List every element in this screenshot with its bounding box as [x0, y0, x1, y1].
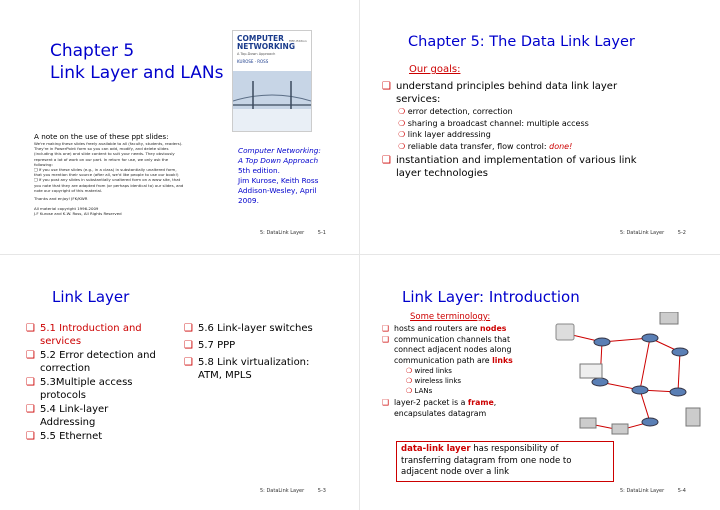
note-line: following: — [34, 161, 53, 167]
router-icon — [632, 386, 648, 394]
book-cover-image — [232, 30, 312, 132]
goal-sub-list — [398, 106, 672, 152]
term-item-links — [382, 335, 542, 367]
slide1-title-line1: Chapter 5 — [50, 41, 135, 61]
toc-item-text: 5.6 Link-layer switches — [198, 323, 313, 334]
term-text: hosts and routers are — [394, 324, 480, 333]
goal-sub-item — [398, 141, 672, 153]
note-line: note our copyright of this material. — [34, 187, 103, 193]
circle-bullet-icon: ❍ — [398, 141, 406, 151]
footer-label: 5: DataLink Layer — [260, 230, 305, 236]
toc-column-1 — [26, 322, 174, 443]
book-cover-edition: Fifth Edition — [289, 39, 307, 43]
goal-sub-item — [398, 106, 672, 118]
slide-3 — [6, 262, 354, 505]
toc-item-text: 5.5 Ethernet — [40, 431, 103, 442]
note-line: represent a lot of work on our part. In return for use, we only ask the — [34, 156, 169, 162]
toc-item[interactable] — [184, 356, 344, 382]
footer-label: 5: DataLink Layer — [620, 488, 665, 494]
terminology-heading: Some terminology: — [410, 312, 491, 322]
goal-item-1-text: understand principles behind data link layer services: — [396, 81, 618, 105]
book-cover-title — [237, 35, 295, 51]
footer-label: 5: DataLink Layer — [260, 488, 305, 494]
horizontal-divider — [0, 254, 720, 255]
term-key-nodes: nodes — [479, 324, 507, 333]
bullet-icon: ❑ — [184, 357, 193, 368]
book-cover-title-line2: NETWORKING — [237, 42, 295, 51]
definition-key: data-link layer — [401, 444, 471, 454]
toc-item[interactable] — [184, 322, 344, 335]
book-ref-line: Addison-Wesley, April — [238, 186, 317, 195]
term-text: layer-2 packet is a — [394, 398, 468, 407]
slide2-footer — [620, 230, 686, 236]
definition-box — [396, 441, 614, 482]
bullet-icon: ❑ — [184, 323, 193, 334]
goal-sub-item — [398, 129, 672, 141]
slide3-title: Link Layer — [52, 288, 130, 306]
bullet-icon: ❑ — [26, 377, 35, 388]
copyright-line1: All material copyright 1996-2009 — [34, 206, 99, 212]
slide-2 — [366, 6, 714, 249]
term-key-frame: frame — [467, 398, 494, 407]
toc-item-text: 5.1 Introduction and services — [40, 323, 142, 347]
book-cover-subtitle: A Top-Down Approach — [237, 52, 276, 56]
toc-column-2 — [184, 322, 344, 382]
toc-item[interactable] — [26, 403, 174, 429]
goal-sub-text: error detection, correction — [407, 107, 513, 116]
link-type-text: wired links — [414, 367, 452, 375]
slide-1 — [6, 6, 354, 249]
link-type-item — [406, 386, 542, 396]
circle-bullet-icon: ❍ — [398, 130, 406, 139]
network-links — [568, 334, 680, 430]
goals-list — [382, 80, 672, 180]
circle-bullet-icon: ❍ — [398, 107, 406, 116]
goal-item-2 — [382, 154, 672, 180]
server-icon — [660, 312, 678, 324]
router-icon — [670, 388, 686, 396]
term-item-frame — [382, 398, 542, 419]
toc-item[interactable] — [26, 376, 174, 402]
slide1-title — [50, 40, 223, 84]
mobile-host-icon — [556, 324, 574, 340]
footer-page: 5-2 — [677, 230, 686, 236]
term-item-nodes — [382, 324, 542, 335]
goal-item-2-text: instantiation and implementation of various link layer technologies — [396, 155, 637, 179]
circle-bullet-icon: ❍ — [398, 118, 406, 128]
link-type-item — [406, 366, 542, 376]
note-line: that you mention their source (after all, we'd like people to use our book!) — [34, 172, 179, 178]
bullet-icon: ❑ — [382, 324, 389, 333]
router-icon — [642, 418, 658, 426]
book-cover-bridge-art — [233, 71, 311, 131]
router-icon — [592, 378, 608, 386]
book-ref-line: 5th edition. — [238, 166, 280, 175]
toc-item[interactable] — [26, 349, 174, 375]
bullet-icon: ❑ — [26, 431, 35, 442]
term-key-links: links — [492, 355, 513, 365]
server-icon — [686, 408, 700, 426]
router-icon — [594, 338, 610, 346]
copyright-line2: J.F Kurose and K.W. Ross, All Rights Reserved — [34, 211, 122, 217]
server-icon — [612, 424, 628, 434]
toc-item[interactable] — [184, 339, 344, 352]
slide4-footer — [620, 488, 686, 494]
bullet-icon: ❑ — [26, 350, 35, 361]
toc-item-text: 5.2 Error detection and correction — [40, 350, 156, 374]
note-line: ❑ If you use these slides (e.g., in a class) in substantially unaltered form, — [34, 167, 177, 173]
toc-item[interactable] — [26, 430, 174, 443]
goals-heading: Our goals: — [409, 64, 461, 75]
router-icon — [672, 348, 688, 356]
slide4-title: Link Layer: Introduction — [402, 288, 580, 306]
goal-sub-text: link layer addressing — [407, 130, 491, 139]
term-text: communication channels that connect adjacent nodes along communication path are — [394, 334, 512, 365]
goal-sub-text: reliable data transfer, flow control: — [407, 141, 550, 151]
circle-bullet-icon: ❍ — [406, 377, 413, 385]
toc-item-text: 5.3Multiple access protocols — [40, 377, 133, 401]
slide1-title-line2: Link Layer and LANs — [50, 63, 224, 83]
server-icon — [580, 418, 596, 428]
book-ref-line: 2009. — [238, 196, 259, 205]
toc-item-text: 5.4 Link-layer Addressing — [40, 404, 109, 428]
bullet-icon: ❑ — [382, 155, 391, 166]
terminology-list — [382, 324, 542, 419]
home-network-icon — [580, 364, 602, 378]
note-line: you note that they are adapted from (or perhaps identical to) our slides, and — [34, 182, 184, 188]
book-ref-line: Jim Kurose, Keith Ross — [238, 176, 319, 185]
footer-page: 5-3 — [317, 488, 326, 494]
bullet-icon: ❑ — [382, 334, 389, 344]
toc-item-text: 5.7 PPP — [198, 340, 236, 351]
definition-text: has responsibility of transferring datagram from one node to adjacent node over a link — [401, 444, 572, 477]
vertical-divider — [359, 0, 360, 510]
goal-sub-text: sharing a broadcast channel: multiple access — [407, 118, 589, 128]
slide-4 — [366, 262, 714, 505]
bullet-icon: ❑ — [184, 340, 193, 351]
book-ref-line: Computer Networking: — [238, 146, 321, 155]
footer-label: 5: DataLink Layer — [620, 230, 665, 236]
note-line: ❑ If you post any slides in substantially unaltered form on a www site, that — [34, 177, 181, 183]
network-diagram — [540, 312, 708, 452]
note-line: They're in PowerPoint form so you can add, modify, and delete slides — [34, 146, 169, 152]
note-title: A note on the use of these ppt slides: — [34, 132, 169, 141]
note-line: We're making these slides freely available to all (faculty, students, readers). — [34, 141, 183, 146]
bullet-icon: ❑ — [26, 404, 35, 415]
book-cover-authors: KUROSE · ROSS — [237, 59, 269, 64]
toc-item-text: 5.8 Link virtualization: ATM, MPLS — [198, 357, 310, 381]
network-nodes — [556, 312, 700, 434]
toc-item[interactable] — [26, 322, 174, 348]
circle-bullet-icon: ❍ — [406, 387, 413, 395]
slide1-footer — [260, 230, 326, 236]
link-type-item — [406, 376, 542, 386]
book-reference — [238, 146, 321, 206]
goal-sub-item — [398, 118, 672, 130]
book-cover-title-line1: COMPUTER — [237, 34, 284, 43]
book-ref-line: A Top Down Approach — [238, 156, 319, 165]
slide2-title: Chapter 5: The Data Link Layer — [408, 34, 635, 50]
link-types-list — [406, 366, 542, 396]
bullet-icon: ❑ — [382, 398, 389, 407]
circle-bullet-icon: ❍ — [406, 367, 413, 375]
link-type-text: wireless links — [414, 377, 462, 385]
goal-item-1 — [382, 80, 672, 106]
bullet-icon: ❑ — [382, 81, 391, 92]
link-type-text: LANs — [414, 387, 433, 395]
router-icon — [642, 334, 658, 342]
note-line: (including this one) and slide content to suit your needs. They obviously — [34, 151, 175, 157]
slide3-footer — [260, 488, 326, 494]
done-label: done! — [549, 141, 573, 151]
bullet-icon: ❑ — [26, 323, 35, 334]
footer-page: 5-1 — [317, 230, 326, 236]
footer-page: 5-4 — [677, 488, 686, 494]
note-body — [34, 141, 234, 217]
term-text: , encapsulates datagram — [394, 398, 497, 418]
note-thanks: Thanks and enjoy! JFK/KWR — [34, 196, 88, 202]
